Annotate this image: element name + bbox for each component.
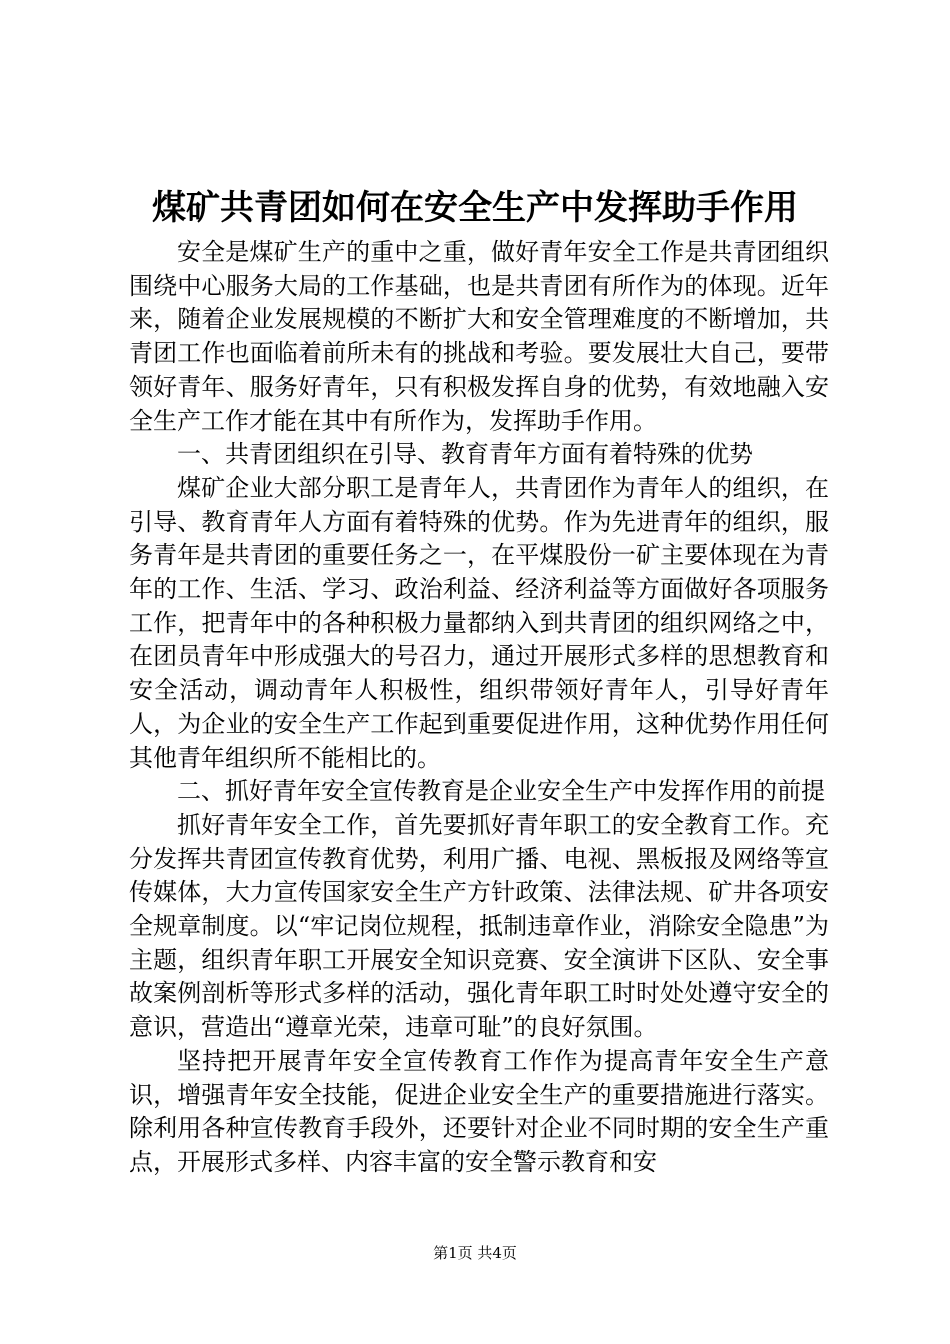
page-number-footer: 第1页 共4页 xyxy=(433,1244,517,1262)
paragraph-intro: 安全是煤矿生产的重中之重，做好青年安全工作是共青团组织围绕中心服务大局的工作基础，也是共青团有所作为的体现。近年来，随着企业发展规模的不断扩大和安全管理难度的不断增加，共青团工作也面临着前所未有的挑战和考验。要发展壮大自己，要带领好青年、服务好青年，只有积极发挥自身的优势，有效地融入安全生产工作才能在其中有所作为，发挥助手作用。 xyxy=(129,238,829,435)
section-heading-1: 一、共青团组织在引导、教育青年方面有着特殊的优势 xyxy=(177,440,753,469)
paragraph-section-2b: 坚持把开展青年安全宣传教育工作作为提高青年安全生产意识，增强青年安全技能，促进企业安全生产的重要措施进行落实。除利用各种宣传教育手段外，还要针对企业不同时期的安全生产重点，开展形式多样、内容丰富的安全警示教育和安 xyxy=(129,1046,829,1176)
section-heading-2: 二、抓好青年安全宣传教育是企业安全生产中发挥作用的前提 xyxy=(177,777,825,806)
document-body xyxy=(129,236,829,1180)
paragraph-section-2a: 抓好青年安全工作，首先要抓好青年职工的安全教育工作。充分发挥共青团宣传教育优势，利用广播、电视、黑板报及网络等宣传媒体，大力宣传国家安全生产方针政策、法律法规、矿井各项安全规章制度。以“牢记岗位规程，抵制违章作业，消除安全隐患”为主题，组织青年职工开展安全知识竞赛、安全演讲下区队、安全事故案例剖析等形式多样的活动，强化青年职工时时处处遵守安全的意识，营造出“遵章光荣，违章可耻”的良好氛围。 xyxy=(129,810,829,1042)
document-title: 煤矿共青团如何在安全生产中发挥助手作用 xyxy=(152,188,798,228)
paragraph-section-1: 煤矿企业大部分职工是青年人，共青团作为青年人的组织，在引导、教育青年人方面有着特殊的优势。作为先进青年的组织，服务青年是共青团的重要任务之一，在平煤股份一矿主要体现在为青年的工作、生活、学习、政治利益、经济利益等方面做好各项服务工作，把青年中的各种积极力量都纳入到共青团的组织网络之中，在团员青年中形成强大的号召力，通过开展形式多样的思想教育和安全活动，调动青年人积极性，组织带领好青年人，引导好青年人，为企业的安全生产工作起到重要促进作用，这种优势作用任何其他青年组织所不能相比的。 xyxy=(129,473,829,772)
